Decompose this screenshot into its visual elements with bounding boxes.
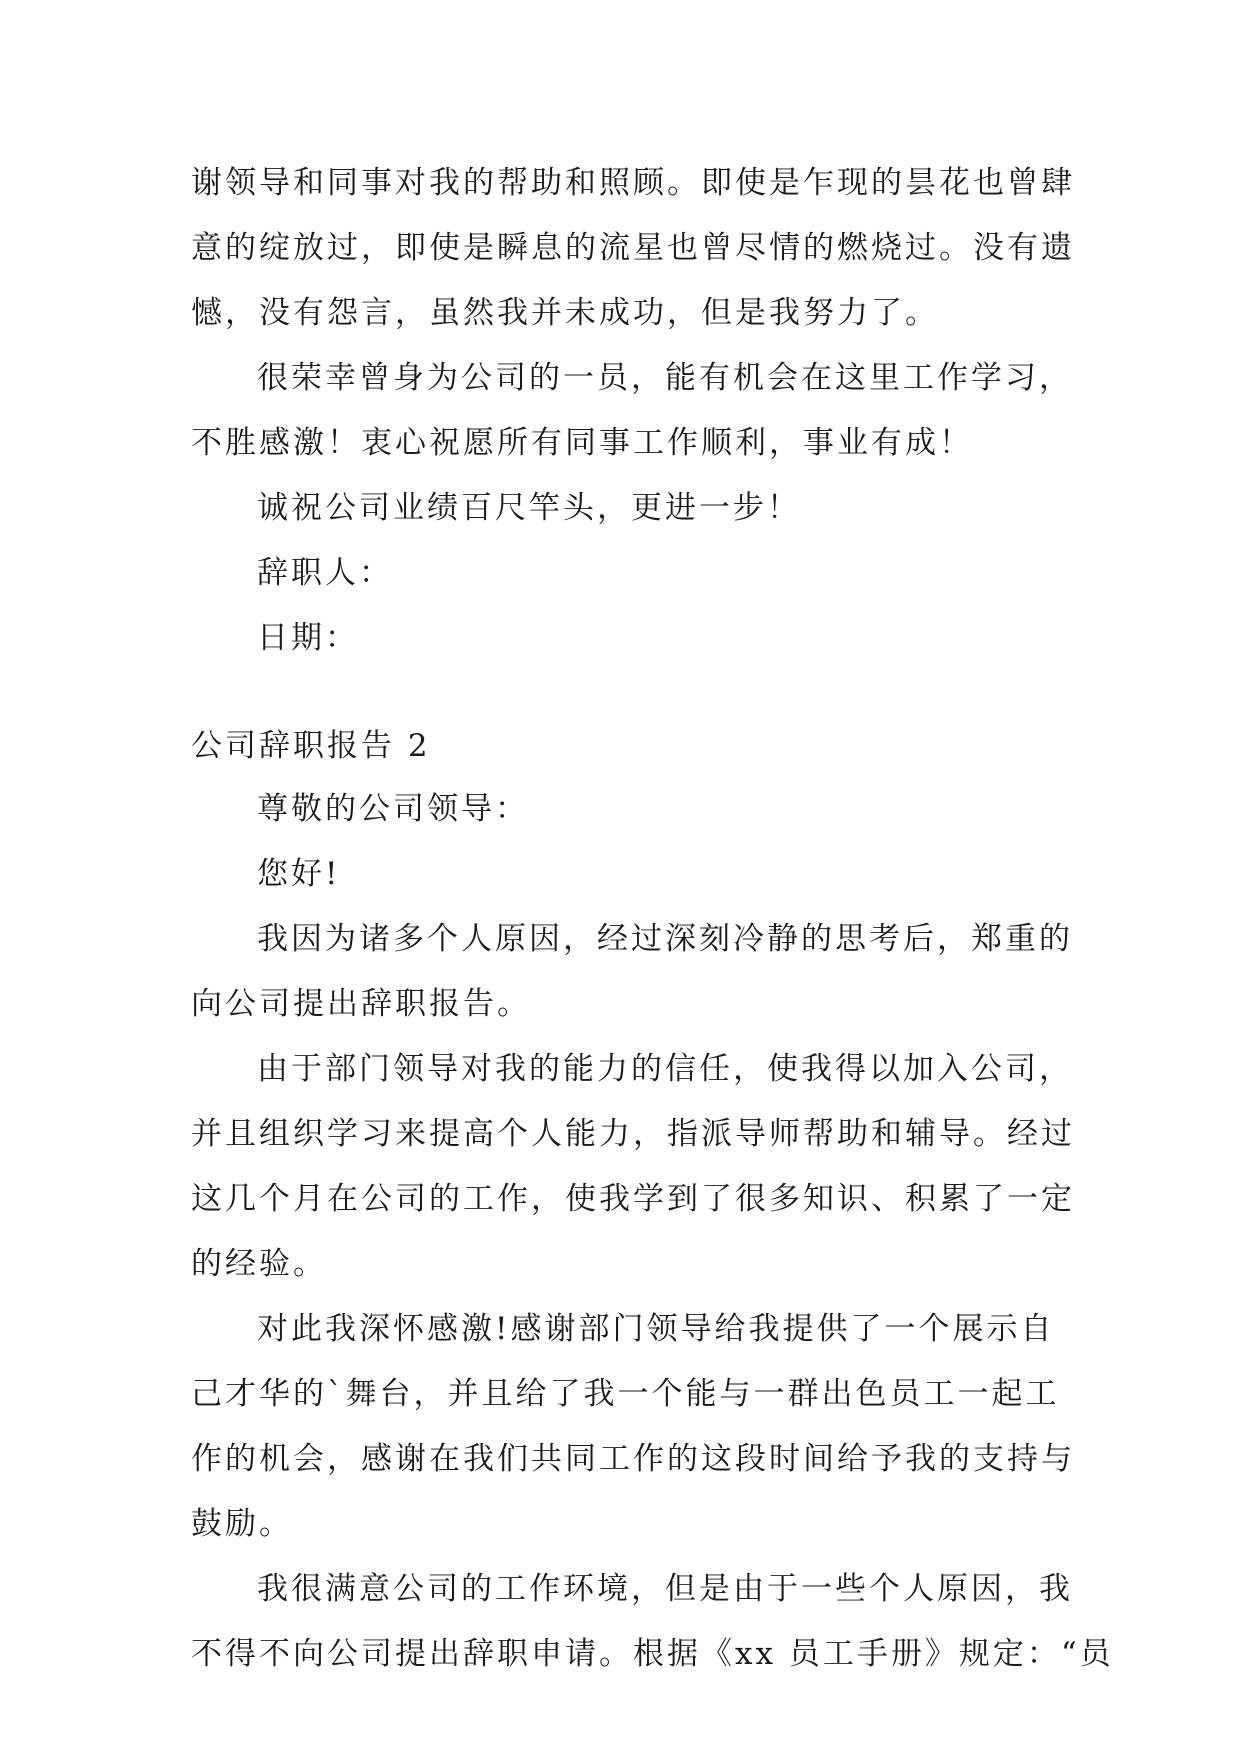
paragraph-line: 并且组织学习来提高个人能力，指派导师帮助和辅导。经过: [191, 1116, 1075, 1152]
paragraph-line: 谢领导和同事对我的帮助和照顾。即使是乍现的昙花也曾肆: [191, 165, 1075, 201]
paragraph-line: 这几个月在公司的工作，使我学到了很多知识、积累了一定: [191, 1181, 1075, 1217]
paragraph-line: 由于部门领导对我的能力的信任，使我得以加入公司，: [257, 1051, 1073, 1087]
paragraph-line: 向公司提出辞职报告。: [191, 986, 531, 1022]
section-title: 公司辞职报告 2: [191, 728, 431, 764]
paragraph-line: 作的机会，感谢在我们共同工作的这段时间给予我的支持与: [191, 1441, 1075, 1477]
paragraph-line: 意的绽放过，即使是瞬息的流星也曾尽情的燃烧过。没有遗: [191, 230, 1075, 266]
signature-label: 辞职人：: [257, 555, 393, 591]
paragraph-line: 不胜感激！衷心祝愿所有同事工作顺利，事业有成！: [191, 425, 973, 461]
greeting: 您好!: [257, 856, 341, 892]
paragraph-line: 的经验。: [191, 1246, 327, 1282]
paragraph-line: 诚祝公司业绩百尺竿头，更进一步！: [257, 490, 801, 526]
paragraph-line: 鼓励。: [191, 1506, 293, 1542]
salutation: 尊敬的公司领导：: [257, 791, 529, 827]
date-label: 日期：: [257, 620, 359, 656]
paragraph-line: 我因为诸多个人原因，经过深刻冷静的思考后，郑重的: [257, 921, 1073, 957]
paragraph-line: 己才华的`舞台，并且给了我一个能与一群出色员工一起工: [191, 1376, 1060, 1412]
paragraph-line: 对此我深怀感激!感谢部门领导给我提供了一个展示自: [257, 1311, 1055, 1347]
paragraph-line: 我很满意公司的工作环境，但是由于一些个人原因，我: [257, 1571, 1073, 1607]
paragraph-line: 不得不向公司提出辞职申请。根据《xx 员工手册》规定：“员: [191, 1636, 1114, 1672]
paragraph-line: 很荣幸曾身为公司的一员，能有机会在这里工作学习，: [257, 360, 1073, 396]
paragraph-line: 憾，没有怨言，虽然我并未成功，但是我努力了。: [191, 295, 939, 331]
